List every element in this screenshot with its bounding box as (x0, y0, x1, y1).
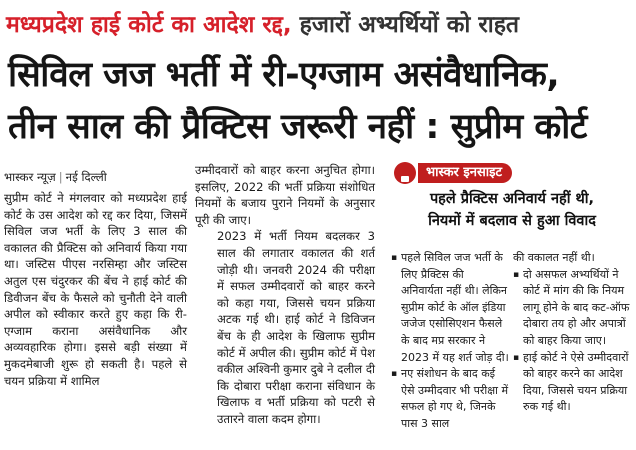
article-column-2 (195, 162, 375, 428)
insight-badge (394, 160, 574, 186)
insight-bullet-text: दो असफल अभ्यर्थियों ने कोर्ट में मांग की कि नियम लागू होने के बाद कट-ऑफ दोबारा तय हो और अपात्रों को बाहर किया जाए। (523, 267, 630, 347)
byline-separator: | (58, 170, 63, 184)
insight-bullet (513, 350, 631, 416)
article-column-1 (4, 168, 187, 389)
insight-bullet-text: हाई कोर्ट ने ऐसे उम्मीदवारों को बाहर करने का आदेश दिया, जिससे चयन प्रक्रिया रुक गई थी। (523, 350, 629, 414)
bullet-marker: ▪ (391, 369, 398, 380)
lightbulb-icon (394, 162, 416, 184)
column2-paragraph-2: 2023 में भर्ती नियम बदलकर 3 साल की लगातार वकालत की शर्त जोड़ी थी। जनवरी 2024 की परीक्षा में सफल उम्मीदवारों को बाहर करने को कहा गया, जिससे चयन प्रक्रिया अटक गई थी। हाई कोर्ट ने डिविजन बेंच के ही आदेश के खिलाफ सुप्रीम कोर्ट में अपील की। सुप्रीम कोर्ट में पेश वकील अश्विनी कुमार दुबे ने दलील दी कि दोबारा परीक्षा कराना संविधान के खिलाफ व भर्ती प्रक्रिया को पटरी से उतारने वाला कदम होगा। (217, 229, 375, 426)
kicker-dark-text: हजारों अभ्यर्थियों को राहत (291, 12, 520, 38)
column1-paragraph: सुप्रीम कोर्ट ने मंगलवार को मध्यप्रदेश हाई कोर्ट के उस आदेश को रद्द कर दिया, जिसमें सिविल जज भर्ती के लिए 3 साल की वकालत की प्रैक्टिस को अनिवार्य किया गया था। जस्टिस पीएस नरसिम्हा और जस्टिस अतुल एस चंदुरकर की बेंच ने हाई कोर्ट की डिवीजन बेंच के फैसले को चुनौती देने वाली अपील को स्वीकार करते हुए कहा कि री-एग्जाम कराना असंवैधानिक और अव्यवहारिक होगा। इससे बड़ी संख्या में मुकदमेबाजी शुरू हो सकती है। पहले से चयन प्रक्रिया में शामिल (4, 191, 187, 388)
kicker-red-text: मध्यप्रदेश हाई कोर्ट का आदेश रद्द, (6, 12, 292, 38)
insight-bullet (513, 267, 631, 350)
bullet-marker: ▪ (513, 352, 520, 363)
main-headline-line2: तीन साल की प्रैक्टिस जरूरी नहीं : सुप्रीम कोर्ट (8, 107, 587, 147)
insight-title-line2: नियमों में बदलाव से हुआ विवाद (428, 213, 596, 229)
insight-column-1 (391, 250, 509, 433)
insight-bullet-text: नए संशोधन के बाद कई ऐसे उम्मीदवार भी परीक्षा में सफल हो गए थे, जिनके पास 3 साल (401, 367, 509, 430)
insight-bullet (391, 366, 509, 432)
insight-title (392, 188, 632, 232)
insight-column-2 (513, 250, 631, 416)
bullet-marker: ▪ (513, 269, 520, 280)
main-headline-line1: सिविल जज भर्ती में री-एग्जाम असंवैधानिक, (8, 55, 560, 95)
kicker-headline (6, 2, 630, 48)
insight-continuation: की वकालत नहीं थी। (513, 251, 595, 264)
byline (4, 168, 187, 186)
insight-bullet-text: पहले सिविल जज भर्ती के लिए प्रैक्टिस की अनिवार्यता नहीं थी। लेकिन सुप्रीम कोर्ट के ऑल इंडिया जजेज एसोसिएशन फैसले के बाद मप्र सरकार ने 2023 में यह शर्त जोड़ दी। (401, 251, 509, 364)
bullet-marker: ▪ (391, 253, 398, 263)
insight-badge-label: भास्कर इनसाइट (418, 163, 512, 183)
insight-bullet (391, 250, 509, 366)
byline-place: नई दिल्ली (65, 170, 107, 184)
insight-title-line1: पहले प्रैक्टिस अनिवार्य नहीं थी, (429, 191, 595, 207)
column2-paragraph-1: उम्मीदवारों को बाहर करना अनुचित होगा। इसलिए, 2022 की भर्ती प्रक्रिया संशोधित नियमों के बजाय पुराने नियमों के अनुसार पूरी की जाए। (195, 163, 375, 227)
byline-source: भास्कर न्यूज़ (4, 170, 56, 184)
